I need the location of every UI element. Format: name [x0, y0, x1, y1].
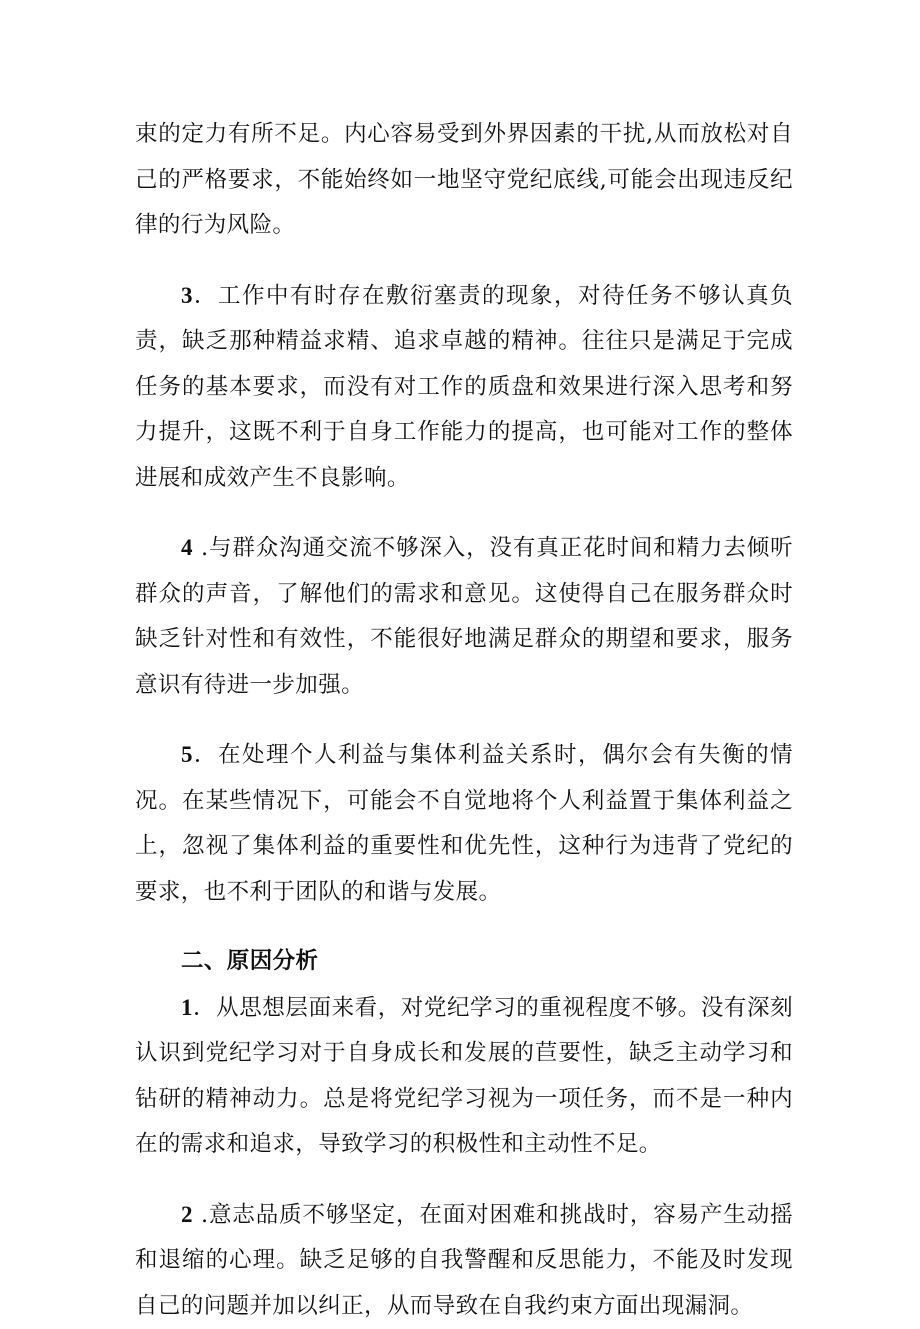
section-heading: 二、原因分析: [135, 939, 793, 985]
paragraph-number: 5: [181, 742, 193, 767]
paragraph-number: 1: [181, 995, 193, 1020]
paragraph-item-3: [135, 273, 793, 502]
paragraph-text: ．在处理个人利益与集体利益关系时，偶尔会有失衡的情况。在某些情况下，可能会不自觉地将个人利益置于集体利益之上，忽视了集体利益的重要性和优先性，这种行为违背了党纪的要求，也不利于团队的和谐与发展。: [135, 742, 793, 905]
paragraph-cause-1: [135, 985, 793, 1168]
paragraph-text: .意志品质不够坚定，在面对困难和挑战时，容易产生动摇和退缩的心理。缺乏足够的自我警醒和反思能力，不能及时发现自己的问题并加以纠正，从而导致在自我约束方面出现漏洞。: [135, 1202, 793, 1319]
paragraph-item-4: [135, 525, 793, 708]
paragraph-text: ．工作中有时存在敷衍塞责的现象，对待任务不够认真负责，缺乏那种精益求精、追求卓越的精神。往往只是满足于完成任务的基本要求，而没有对工作的质盘和效果进行深入思考和努力提升，这既不利于自身工作能力的提高，也可能对工作的整体进展和成效产生不良影响。: [135, 283, 793, 491]
paragraph-number: 4: [181, 535, 193, 560]
paragraph-text: .与群众沟通交流不够深入，没有真正花时间和精力去倾听群众的声音，了解他们的需求和意见。这使得自己在服务群众时缺乏针对性和有效性，不能很好地满足群众的期望和要求，服务意识有待进一步加强。: [135, 535, 793, 698]
paragraph-item-5: [135, 732, 793, 915]
paragraph-number: 2: [181, 1202, 193, 1227]
paragraph-text: 束的定力有所不足。内心容易受到外界因素的干扰,从而放松对自己的严格要求，不能始终如一地坚守党纪底线,可能会出现违反纪律的行为风险。: [135, 121, 793, 238]
paragraph-text: ．从思想层面来看，对党纪学习的重视程度不够。没有深刻认识到党纪学习对于自身成长和发展的苣要性，缺乏主动学习和钻研的精神动力。总是将党纪学习视为一项任务，而不是一种内在的需求和追求，导致学习的积极性和主动性不足。: [135, 995, 793, 1158]
paragraph-continuation: [135, 112, 793, 249]
document-body: [135, 112, 793, 1329]
paragraph-cause-2: [135, 1192, 793, 1329]
paragraph-number: 3: [181, 283, 193, 308]
